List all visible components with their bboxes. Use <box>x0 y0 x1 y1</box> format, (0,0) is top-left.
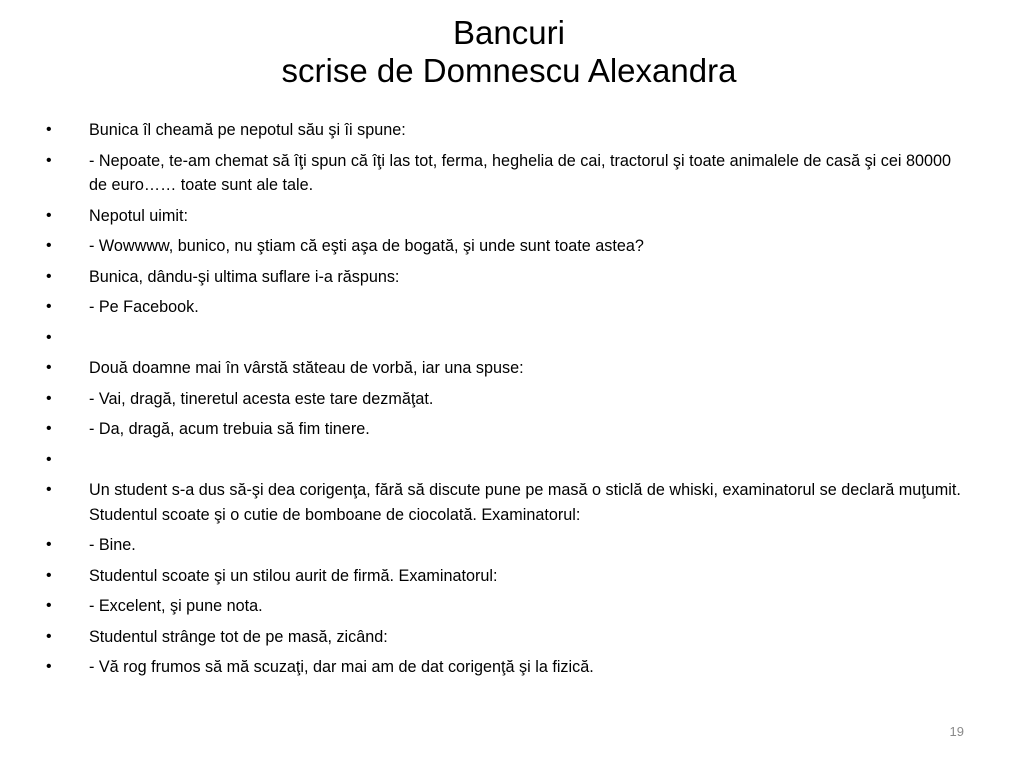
list-item <box>46 149 966 198</box>
list-item-text: Bunica, dându-şi ultima suflare i-a răspuns: <box>89 267 400 286</box>
list-item-text: Studentul scoate şi un stilou aurit de firmă. Examinatorul: <box>89 566 498 585</box>
bullet-icon: • <box>46 151 52 169</box>
list-item <box>46 234 966 259</box>
list-item <box>46 387 966 412</box>
bullet-icon: • <box>46 206 52 224</box>
bullet-icon: • <box>46 121 52 138</box>
bullet-icon: • <box>46 536 52 553</box>
list-item-text: Studentul strânge tot de pe masă, zicând: <box>89 627 388 646</box>
list-item-text: - Pe Facebook. <box>89 298 199 316</box>
bullet-icon: • <box>46 566 52 584</box>
list-item <box>46 118 966 143</box>
list-item <box>46 326 966 351</box>
list-item-text: - Bine. <box>89 536 136 554</box>
slide-title-line-2: scrise de Domnescu Alexandra <box>281 52 737 89</box>
bullet-icon: • <box>46 267 52 285</box>
list-item-text: - Vai, dragă, tineretul acesta este tare dezmăţat. <box>89 389 434 408</box>
list-item <box>46 594 966 619</box>
list-item <box>46 533 966 558</box>
page-number: 19 <box>949 724 964 739</box>
bullet-icon: • <box>46 597 52 614</box>
list-item-text: Bunica îl cheamă pe nepotul său şi îi spune: <box>89 121 406 139</box>
list-item <box>46 564 966 589</box>
list-item-text: Un student s-a dus să-şi dea corigenţa, fără să discute pune pe masă o sticlă de whiski, examinatorul se declară muţumit. Studentul scoate şi o cutie de bomboane de ciocolată. Examinatorul: <box>89 481 961 524</box>
list-item <box>46 417 966 442</box>
list-item-text: - Da, dragă, acum trebuia să fim tinere. <box>89 420 370 438</box>
list-item <box>46 204 966 229</box>
slide-title <box>0 14 1018 90</box>
list-item <box>46 295 966 320</box>
list-item <box>46 625 966 650</box>
list-item <box>46 478 966 527</box>
bullet-icon: • <box>46 420 52 437</box>
list-item-text: Două doamne mai în vârstă stăteau de vorbă, iar una spuse: <box>89 359 524 377</box>
bullet-icon: • <box>46 450 52 468</box>
list-item <box>46 356 966 381</box>
list-item-text: - Nepoate, te-am chemat să îţi spun că îţi las tot, ferma, heghelia de cai, tractorul şi toate animalele de casă şi cei 80000 de euro…… toate sunt ale tale. <box>89 151 951 194</box>
slide-title-line-1: Bancuri <box>453 14 565 51</box>
bullet-icon: • <box>46 627 52 645</box>
list-item-text: Nepotul uimit: <box>89 206 188 225</box>
list-item-text: - Vă rog frumos să mă scuzaţi, dar mai am de dat corigenţă şi la fizică. <box>89 658 594 676</box>
bullet-icon: • <box>46 328 52 346</box>
bullet-list <box>46 118 966 686</box>
bullet-icon: • <box>46 298 52 315</box>
bullet-icon: • <box>46 389 52 407</box>
list-item-text: - Wowwww, bunico, nu ştiam că eşti aşa de bogată, şi unde sunt toate astea? <box>89 237 644 255</box>
list-item <box>46 265 966 290</box>
bullet-icon: • <box>46 658 52 675</box>
list-item <box>46 655 966 680</box>
bullet-icon: • <box>46 481 52 498</box>
bullet-icon: • <box>46 237 52 254</box>
list-item-text: - Excelent, şi pune nota. <box>89 597 263 615</box>
list-item <box>46 448 966 473</box>
bullet-icon: • <box>46 359 52 376</box>
